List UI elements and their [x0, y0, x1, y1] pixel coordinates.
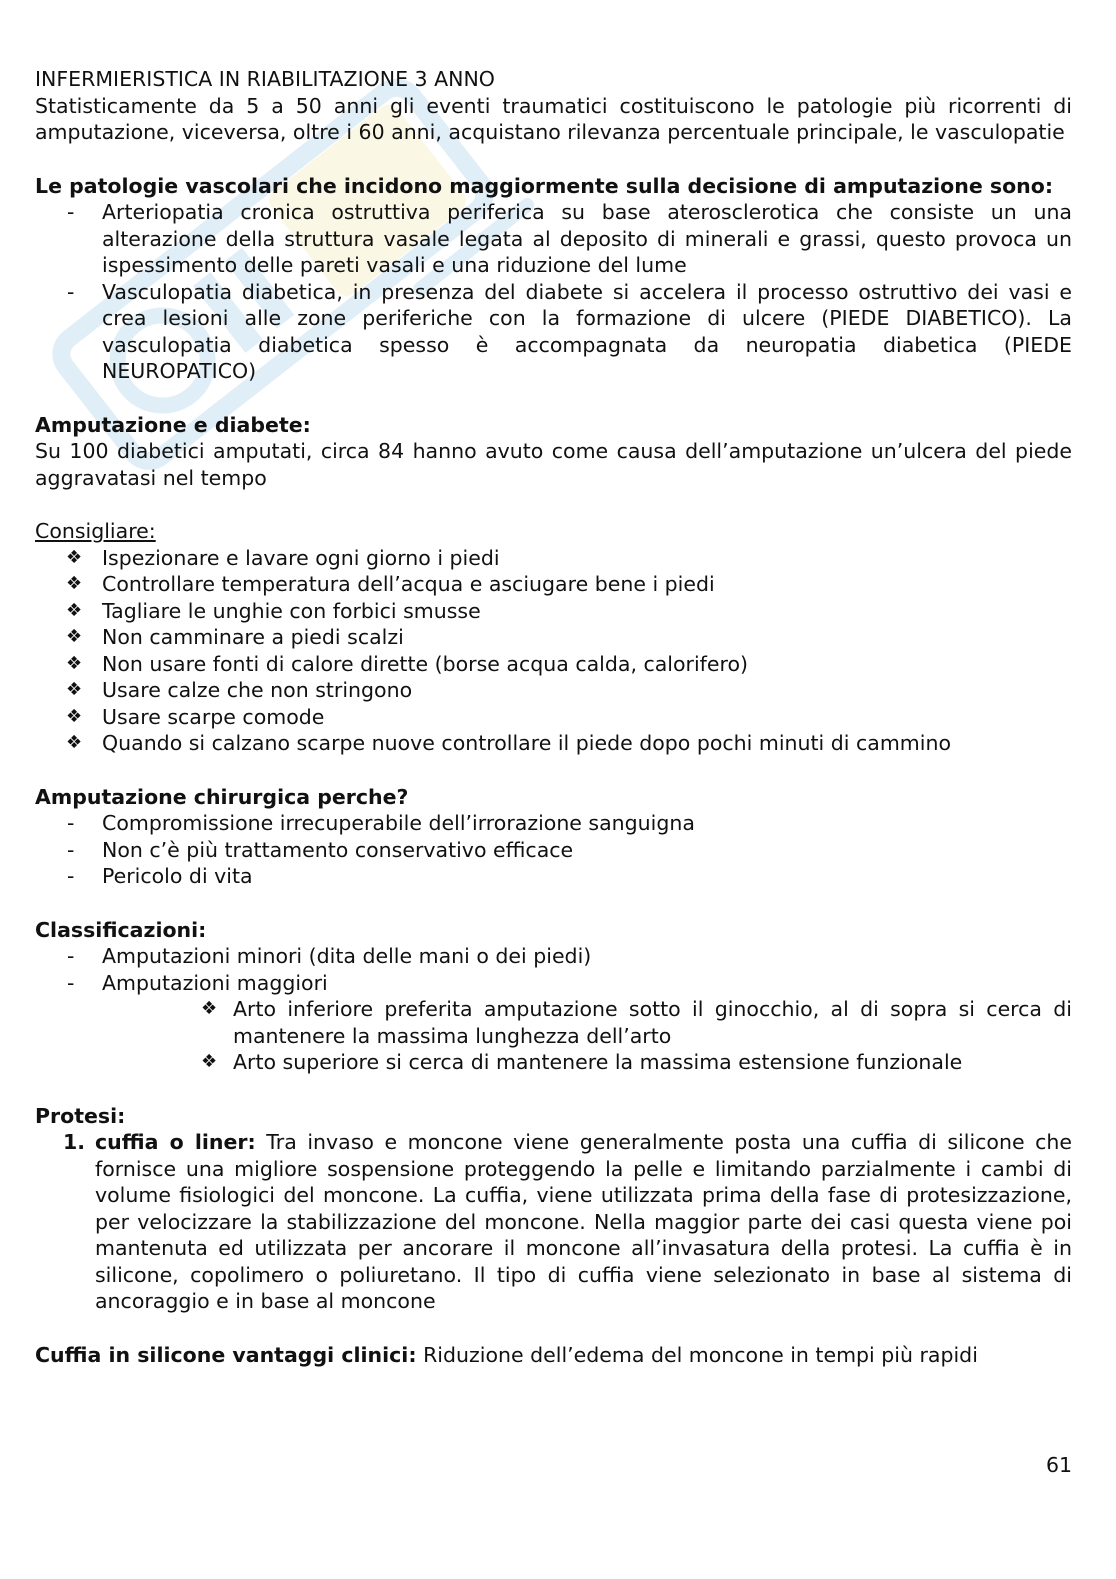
list-item: - Compromissione irrecuperabile dell’irrorazione sanguigna: [67, 811, 695, 835]
document-page: [35, 66, 1072, 1368]
list-item: [35, 1129, 1072, 1315]
dash-marker: -: [67, 864, 75, 888]
dash-marker: -: [67, 837, 75, 862]
intro-paragraph: Statisticamente da 5 a 50 anni gli eventi traumatici costituiscono le patologie più ricorrenti di amputazione, viceversa, oltre i 60 anni, acquistano rilevanza percentuale principale, le vasculopatie: [35, 93, 1072, 144]
diamond-bullet-icon: ❖: [66, 705, 83, 727]
dash-marker: -: [67, 279, 75, 304]
dash-marker: -: [67, 200, 75, 224]
classification-sublist: [35, 996, 1072, 1076]
silicone-heading: Cuffia in silicone vantaggi clinici:: [35, 1342, 417, 1367]
list-item: ❖ Controllare temperatura dell’acqua e asciugare bene i piedi: [66, 572, 715, 596]
silicone-paragraph: [35, 1342, 1072, 1369]
list-item: - Amputazioni maggiori: [67, 970, 328, 995]
surgery-list: [35, 810, 1072, 890]
diamond-bullet-icon: ❖: [201, 998, 218, 1019]
classification-list: [35, 943, 1072, 996]
list-item: ❖ Ispezionare e lavare ogni giorno i piedi: [66, 545, 500, 570]
list-item: ❖ Arto inferiore preferita amputazione sotto il ginocchio, al di sopra si cerca di mantenere la massima lunghezza dell’arto: [201, 997, 1072, 1048]
vascular-heading: Le patologie vascolari che incidono maggiormente sulla decisione di amputazione sono:: [35, 173, 1054, 198]
list-item: - Vasculopatia diabetica, in presenza del diabete si accelera il processo ostruttivo dei vasi e crea lesioni alle zone periferiche con la formazione di ulcere (PIEDE DIABETICO). La vasculopatia diabetica spesso è accompagnata da neuropatia diabetica (PIEDE NEUROPATICO): [67, 279, 1072, 383]
list-item: ❖ Arto superiore si cerca di mantenere la massima estensione funzionale: [201, 1050, 963, 1074]
prosthesis-list: [35, 1129, 1072, 1315]
classification-heading: Classificazioni:: [35, 917, 207, 942]
list-item: - Arteriopatia cronica ostruttiva periferica su base aterosclerotica che consiste un una alterazione della struttura vasale legata al deposito di minerali e grassi, questo provoca un ispessimento delle pareti vasali e una riduzione del lume: [67, 200, 1072, 277]
diabetes-paragraph: Su 100 diabetici amputati, circa 84 hanno avuto come causa dell’amputazione un’ulcera del piede aggravatasi nel tempo: [35, 439, 1072, 490]
diamond-bullet-icon: ❖: [66, 599, 83, 621]
diamond-bullet-icon: ❖: [66, 626, 83, 647]
advice-heading: Consigliare:: [35, 519, 156, 543]
surgery-heading: Amputazione chirurgica perche?: [35, 784, 409, 809]
list-item: ❖ Non camminare a piedi scalzi: [66, 625, 404, 649]
advice-list: [35, 545, 1072, 757]
prosthesis-heading: Protesi:: [35, 1103, 126, 1128]
item-text: Tra invaso e moncone viene generalmente posta una cuffia di silicone che fornisce una migliore sospensione proteggendo la pelle e limitando parzialmente i cambi di volume fisiologici del moncone. La cuffia, viene utilizzata prima della fase di protesizzazione, per velocizzare la stabilizzazione del moncone. Nella maggior parte dei casi questa viene poi mantenuta ed utilizzata per ancorare il moncone all’invasatura della protesi. La cuffia è in silicone, copolimero o poliuretano. Il tipo di cuffia viene selezionato in base al sistema di ancoraggio e in base al moncone: [95, 1130, 1072, 1313]
silicone-text: Riduzione dell’edema del moncone in tempi più rapidi: [423, 1342, 978, 1367]
page-number: 61: [1046, 1453, 1073, 1477]
list-item: ❖ Tagliare le unghie con forbici smusse: [66, 598, 481, 623]
list-item: ❖ Non usare fonti di calore dirette (borse acqua calda, calorifero): [66, 651, 749, 676]
diamond-bullet-icon: ❖: [201, 1051, 218, 1072]
item-number: 1.: [63, 1130, 86, 1154]
list-item: ❖ Usare scarpe comode: [66, 704, 325, 729]
list-item: - Pericolo di vita: [67, 864, 253, 888]
diamond-bullet-icon: ❖: [66, 652, 83, 674]
diamond-bullet-icon: ❖: [66, 679, 83, 700]
item-title: cuffia o liner:: [95, 1130, 256, 1154]
document-header: INFERMIERISTICA IN RIABILITAZIONE 3 ANNO: [35, 67, 495, 91]
diabetes-heading: Amputazione e diabete:: [35, 412, 311, 437]
dash-marker: -: [67, 944, 75, 968]
dash-marker: -: [67, 811, 75, 835]
list-item: ❖ Quando si calzano scarpe nuove controllare il piede dopo pochi minuti di cammino: [66, 731, 951, 755]
list-item: ❖ Usare calze che non stringono: [66, 678, 413, 702]
diamond-bullet-icon: ❖: [66, 732, 83, 753]
vascular-list: [35, 199, 1072, 385]
diamond-bullet-icon: ❖: [66, 573, 83, 594]
list-item: - Amputazioni minori (dita delle mani o dei piedi): [67, 944, 592, 968]
diamond-bullet-icon: ❖: [66, 546, 83, 568]
dash-marker: -: [67, 970, 75, 995]
list-item: - Non c’è più trattamento conservativo efficace: [67, 837, 574, 862]
